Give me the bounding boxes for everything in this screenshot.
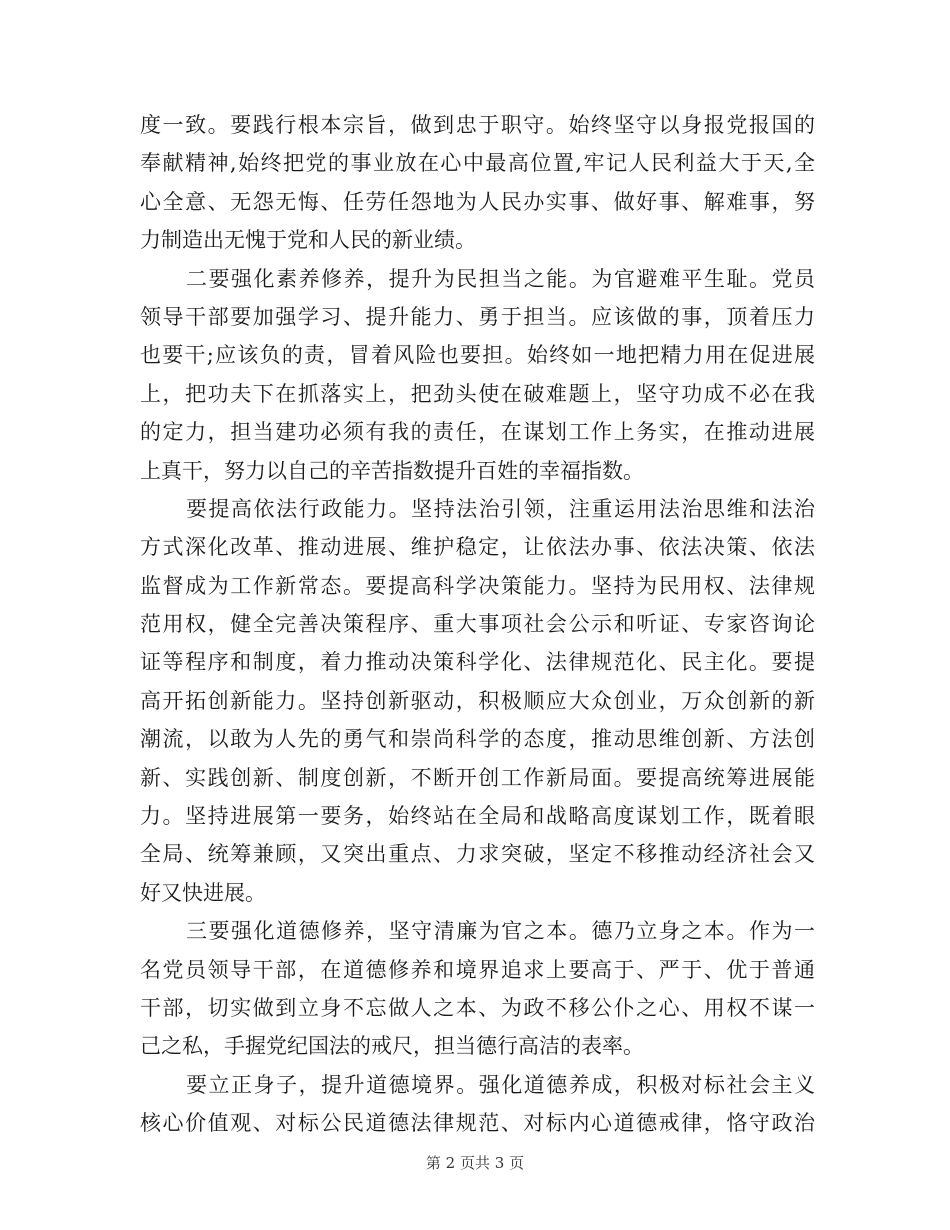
text-line: 己之私，手握党纪国法的戒尺，担当德行高洁的表率。 [140,1034,644,1059]
text-line: 监督成为工作新常态。要提高科学决策能力。坚持为民用权、法律规 [140,573,815,598]
text-line: 名党员领导干部，在道德修养和境界追求上要高于、严于、优于普通 [140,957,815,982]
text-line: 好又快进展。 [140,880,266,905]
text-line: 上，把功夫下在抓落实上，把劲头使在破难题上，坚守功成不必在我 [140,381,815,406]
text-line: 新、实践创新、制度创新，不断开创工作新局面。要提高统筹进展能 [140,765,815,790]
text-line: 核心价值观、对标公民道德法律规范、对标内心道德戒律，恪守政治 [140,1111,815,1136]
text-line: 干部，切实做到立身不忘做人之本、为政不移公仆之心、用权不谋一 [140,995,815,1020]
text-line: 高开拓创新能力。坚持创新驱动，积极顺应大众创业，万众创新的新 [140,688,815,713]
text-line: 也要干;应该负的责，冒着风险也要担。始终如一地把精力用在促进展 [140,343,815,368]
page-footer: 第 2 页共 3 页 [425,1154,525,1172]
text-line: 全局、统筹兼顾，又突出重点、力求突破，坚定不移推动经济社会又 [140,842,815,867]
text-line: 方式深化改革、推动进展、维护稳定，让依法办事、依法决策、依法 [140,535,815,560]
text-line: 的定力，担当建功必须有我的责任，在谋划工作上务实，在推动进展 [140,420,815,445]
text-line: 力。坚持进展第一要务，始终站在全局和战略高度谋划工作，既着眼 [140,804,815,829]
text-line: 领导干部要加强学习、提升能力、勇于担当。应该做的事，顶着压力 [140,304,815,329]
text-line: 上真干，努力以自己的辛苦指数提升百姓的幸福指数。 [140,458,644,483]
document-body [140,106,815,1143]
text-line: 要提高依法行政能力。坚持法治引领，注重运用法治思维和法治 [186,496,815,521]
text-line: 证等程序和制度，着力推动决策科学化、法律规范化、民主化。要提 [140,650,815,675]
text-line: 要立正身子，提升道德境界。强化道德养成，积极对标社会主义 [186,1072,815,1097]
text-line: 力制造出无愧于党和人民的新业绩。 [140,228,476,253]
text-line: 范用权，健全完善决策程序、重大事项社会公示和听证、专家咨询论 [140,612,815,637]
text-line: 二要强化素养修养，提升为民担当之能。为官避难平生耻。党员 [186,266,815,291]
text-line: 度一致。要践行根本宗旨，做到忠于职守。始终坚守以身报党报国的 [140,113,815,137]
text-line: 心全意、无怨无悔、任劳任怨地为人民办实事、做好事、解难事，努 [140,189,815,214]
text-line: 奉献精神,始终把党的事业放在心中最高位置,牢记人民利益大于天,全 [140,151,815,176]
text-line: 三要强化道德修养，坚守清廉为官之本。德乃立身之本。作为一 [186,919,815,944]
text-line: 潮流，以敢为人先的勇气和崇尚科学的态度，推动思维创新、方法创 [140,727,815,752]
